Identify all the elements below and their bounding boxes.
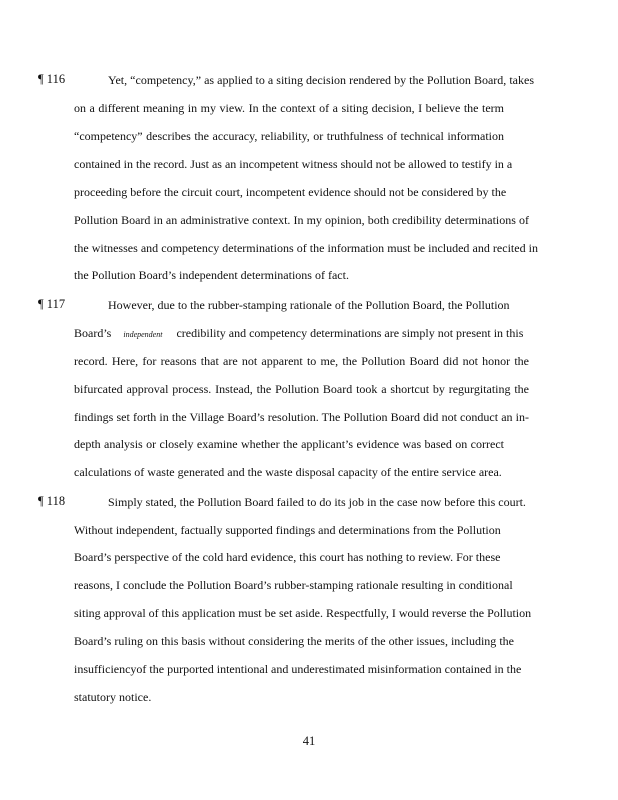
board-word: Board’s	[74, 326, 112, 340]
paragraph-number: ¶ 117	[38, 297, 66, 311]
text-line: Without independent, factually supported findings and determinations from the Pollution	[74, 523, 501, 537]
text-line: “competency” describes the accuracy, reliability, or truthfulness of technical information	[74, 129, 504, 143]
paragraph-number: ¶ 116	[38, 72, 66, 86]
text-line: siting approval of this application must be set aside. Respectfully, I would reverse the Pollution	[74, 606, 532, 620]
line-rest: credibility and competency determinations are simply not present in this	[176, 326, 524, 340]
text-line: Pollution Board in an administrative context. In my opinion, both credibility determinations of	[74, 213, 529, 227]
text-line: contained in the record. Just as an incompetent witness should not be allowed to testify in a	[74, 157, 513, 171]
paragraph-number: ¶ 118	[38, 494, 66, 508]
text-line: Simply stated, the Pollution Board failed to do its job in the case now before this court.	[108, 495, 526, 509]
text-line: the witnesses and competency determinations of the information must be included and recited in	[74, 241, 538, 255]
text-line: proceeding before the circuit court, incompetent evidence should not be considered by the	[74, 185, 507, 199]
text-line: Board’s ruling on this basis without considering the merits of the other issues, including the	[74, 634, 514, 648]
text-line: depth analysis or closely examine whether the applicant’s evidence was based on correct	[74, 437, 504, 451]
text-line: insufficiencyof the purported intentional and underestimated misinformation contained in the	[74, 662, 522, 676]
text-line: findings set forth in the Village Board’s resolution. The Pollution Board did not conduct an in-	[74, 410, 529, 424]
page-number: 41	[302, 734, 316, 748]
text-line: statutory notice.	[74, 690, 152, 704]
text-line: reasons, I conclude the Pollution Board’s rubber-stamping rationale resulting in conditional	[74, 578, 513, 592]
text-line: bifurcated approval process. Instead, the Pollution Board took a shortcut by regurgitating the	[74, 382, 529, 396]
text-line: on a different meaning in my view. In the context of a siting decision, I believe the term	[74, 101, 504, 115]
text-line	[74, 325, 522, 341]
italic-word: independent	[123, 330, 163, 339]
text-line: record. Here, for reasons that are not apparent to me, the Pollution Board did not honor the	[74, 354, 529, 368]
text-line: calculations of waste generated and the waste disposal capacity of the entire service area.	[74, 465, 502, 479]
text-line: Board’s perspective of the cold hard evidence, this court has nothing to review. For these	[74, 550, 501, 564]
text-line: Yet, “competency,” as applied to a siting decision rendered by the Pollution Board, takes	[108, 73, 534, 87]
text-line: the Pollution Board’s independent determinations of fact.	[74, 268, 349, 282]
text-line: However, due to the rubber-stamping rationale of the Pollution Board, the Pollution	[108, 298, 510, 312]
